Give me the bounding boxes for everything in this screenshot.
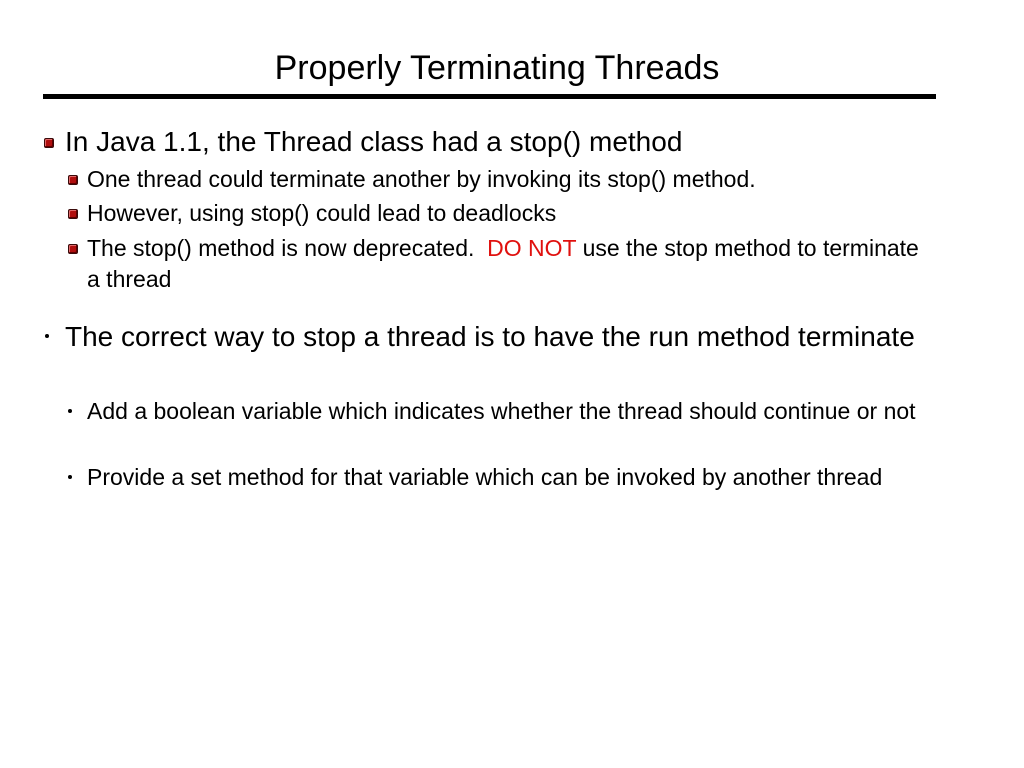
section2-item-2 (87, 462, 927, 493)
section1-heading (65, 124, 935, 160)
section1-item-2-text: However, using stop() could lead to deadlocks (87, 200, 557, 226)
section1-item-1 (87, 164, 927, 195)
section1-item-3-before: The stop() method is now deprecated. (87, 235, 475, 261)
square-bullet-icon (44, 138, 54, 148)
square-bullet-icon (68, 209, 78, 219)
section1-item-3 (87, 233, 927, 295)
dot-bullet-icon (45, 334, 49, 338)
section2-item-2-text: Provide a set method for that variable which can be invoked by another thread (87, 464, 883, 490)
dot-bullet-icon (68, 475, 72, 479)
section1-item-1-text: One thread could terminate another by invoking its stop() method. (87, 166, 756, 192)
section1-heading-text: In Java 1.1, the Thread class had a stop() method (65, 126, 683, 157)
section2-item-1-text: Add a boolean variable which indicates whether the thread should continue or not (87, 398, 916, 424)
do-not-warning: DO NOT (487, 235, 577, 261)
title-divider (43, 94, 936, 99)
slide-title: Properly Terminating Threads (274, 49, 720, 87)
section2-item-1 (87, 396, 927, 427)
section1-item-3-after: use the stop method to terminate a thread (87, 235, 919, 292)
square-bullet-icon (68, 244, 78, 254)
section2-heading-text: The correct way to stop a thread is to have the run method terminate (65, 321, 915, 352)
section2-heading (65, 319, 935, 355)
section1-item-2 (87, 198, 927, 229)
square-bullet-icon (68, 175, 78, 185)
dot-bullet-icon (68, 409, 72, 413)
